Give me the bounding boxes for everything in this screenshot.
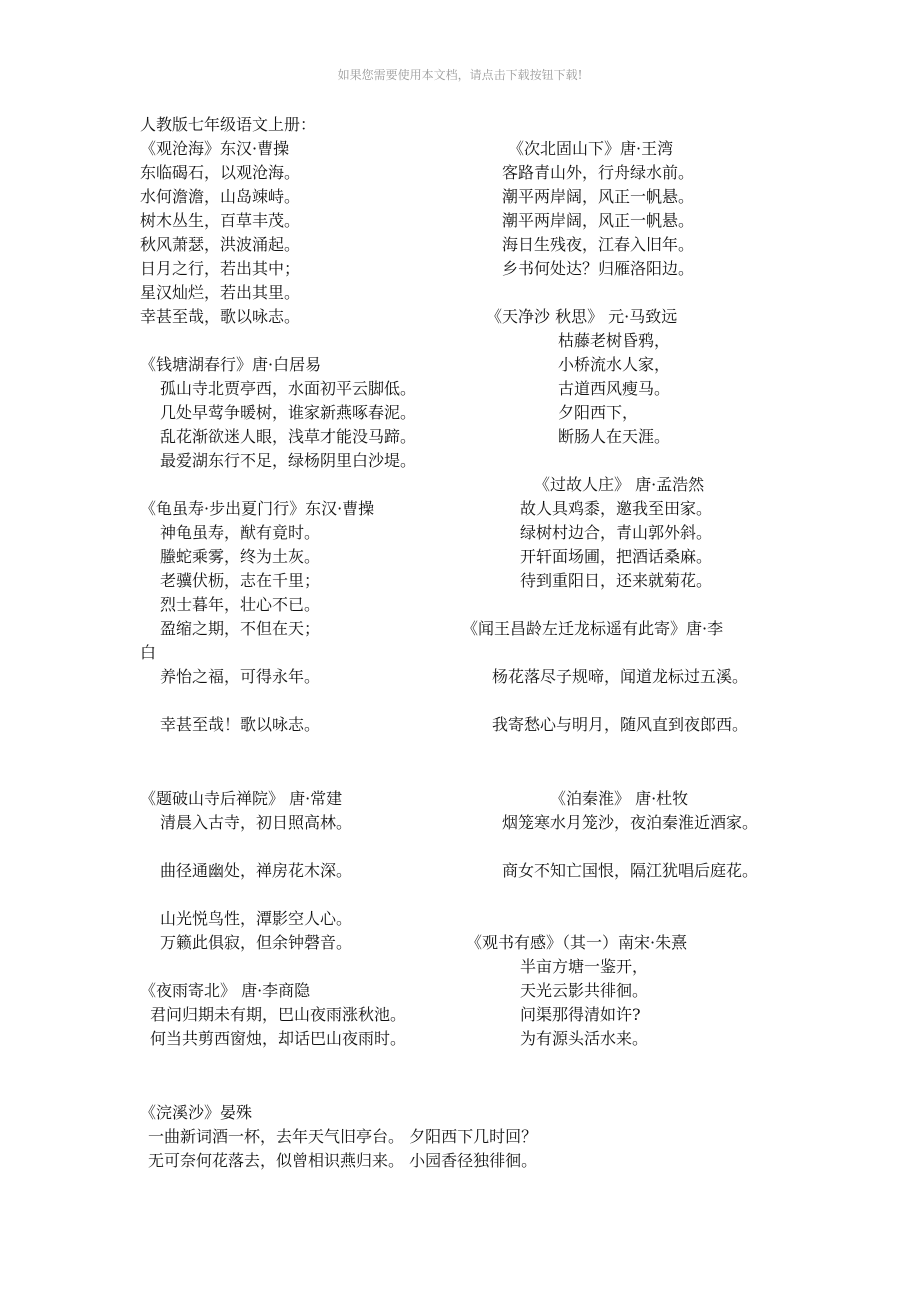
poem-line: 古道西风瘦马。 — [558, 379, 671, 398]
poem-line: 潮平两岸阔，风正一帆悬。 — [502, 211, 695, 230]
poem-line: 螣蛇乘雾，终为土灰。 — [160, 547, 321, 566]
poem-line: 小桥流水人家， — [558, 355, 671, 374]
poem-line: 乱花渐欲迷人眼，浅草才能没马蹄。 — [160, 427, 417, 446]
poem-line: 老骥伏枥，志在千里； — [160, 571, 321, 590]
poem-line: 《次北固山下》唐·王湾 — [508, 139, 674, 158]
poem-line: 《天净沙 秋思》 元·马致远 — [486, 307, 678, 326]
poem-line: 海日生残夜，江春入旧年。 — [502, 235, 695, 254]
poem-line: 养怡之福，可得永年。 — [160, 667, 321, 686]
poem-line: 秋风萧瑟，洪波涌起。 — [140, 235, 301, 254]
poem-line: 日月之行，若出其中； — [140, 259, 301, 278]
poem-line: 《闻王昌龄左迁龙标遥有此寄》唐·李 — [462, 619, 724, 638]
poem-line: 半亩方塘一鉴开， — [520, 957, 649, 976]
poem-line: 杨花落尽子规啼，闻道龙标过五溪。 — [492, 667, 749, 686]
poem-line: 幸甚至哉！歌以咏志。 — [160, 715, 321, 734]
poem-line: 《钱塘湖春行》唐·白居易 — [140, 355, 322, 374]
poem-line: 问渠那得清如许? — [520, 1005, 641, 1024]
poem-line: 夕阳西下， — [558, 403, 639, 422]
poem-line: 客路青山外，行舟绿水前。 — [502, 163, 695, 182]
poem-line: 待到重阳日，还来就菊花。 — [520, 571, 713, 590]
poem-line: 商女不知亡国恨，隔江犹唱后庭花。 — [502, 861, 759, 880]
poem-line: 潮平两岸阔，风正一帆悬。 — [502, 187, 695, 206]
poem-line: 万籁此俱寂，但余钟磬音。 — [160, 933, 353, 952]
poem-line: 断肠人在天涯。 — [558, 427, 671, 446]
poem-line: 《观沧海》东汉·曹操 — [140, 139, 290, 158]
poem-line: 故人具鸡黍，邀我至田家。 — [520, 499, 713, 518]
poem-line: 树木丛生，百草丰茂。 — [140, 211, 301, 230]
poem-line: 乡书何处达？归雁洛阳边。 — [502, 259, 695, 278]
poem-line: 一曲新词酒一杯，去年天气旧亭台。 夕阳西下几时回？ — [148, 1127, 538, 1146]
poem-line: 曲径通幽处，禅房花木深。 — [160, 861, 353, 880]
poem-line: 《夜雨寄北》 唐·李商隐 — [140, 981, 311, 1000]
poem-line: 《过故人庄》 唐·孟浩然 — [534, 475, 705, 494]
poem-line: 我寄愁心与明月，随风直到夜郎西。 — [492, 715, 749, 734]
poem-line: 幸甚至哉，歌以咏志。 — [140, 307, 301, 326]
poem-line: 《泊秦淮》 唐·杜牧 — [550, 789, 689, 808]
poem-line: 枯藤老树昏鸦， — [558, 331, 671, 350]
poem-line: 神龟虽寿，猷有竟时。 — [160, 523, 321, 542]
poem-line: 孤山寺北贾亭西，水面初平云脚低。 — [160, 379, 417, 398]
poem-line: 水何澹澹，山岛竦峙。 — [140, 187, 301, 206]
poem-line: 最爱湖东行不足，绿杨阴里白沙堤。 — [160, 451, 417, 470]
poem-line: 《观书有感》（其一）南宋·朱熹 — [466, 933, 688, 952]
poem-line: 星汉灿烂，若出其里。 — [140, 283, 301, 302]
poem-line: 何当共剪西窗烛，却话巴山夜雨时。 — [150, 1029, 407, 1048]
poem-line: 人教版七年级语文上册： — [140, 115, 317, 134]
poem-line: 绿树村边合，青山郭外斜。 — [520, 523, 713, 542]
poem-line: 开轩面场圃，把酒话桑麻。 — [520, 547, 713, 566]
poem-line: 君问归期未有期，巴山夜雨涨秋池。 — [150, 1005, 407, 1024]
poem-line: 白 — [140, 643, 157, 662]
poem-line: 盈缩之期，不但在天； — [160, 619, 321, 638]
download-banner: 如果您需要使用本文档，请点击下载按钮下载! — [337, 68, 583, 82]
poem-line: 《龟虽寿·步出夏门行》东汉·曹操 — [140, 499, 375, 518]
poem-line: 烟笼寒水月笼沙，夜泊秦淮近酒家。 — [502, 813, 759, 832]
poem-line: 《浣溪沙》晏殊 — [140, 1103, 253, 1122]
poem-line: 山光悦鸟性，潭影空人心。 — [160, 909, 353, 928]
poem-line: 烈士暮年，壮心不已。 — [160, 595, 321, 614]
poem-line: 无可奈何花落去，似曾相识燕归来。 小园香径独徘徊。 — [148, 1151, 538, 1170]
poem-line: 天光云影共徘徊。 — [520, 981, 649, 1000]
poem-line: 几处早莺争暖树，谁家新燕啄春泥。 — [160, 403, 417, 422]
poem-line: 为有源头活水来。 — [520, 1029, 649, 1048]
poem-line: 清晨入古寺，初日照高林。 — [160, 813, 353, 832]
poem-line: 《题破山寺后禅院》 唐·常建 — [140, 789, 343, 808]
poem-line: 东临碣石，以观沧海。 — [140, 163, 301, 182]
